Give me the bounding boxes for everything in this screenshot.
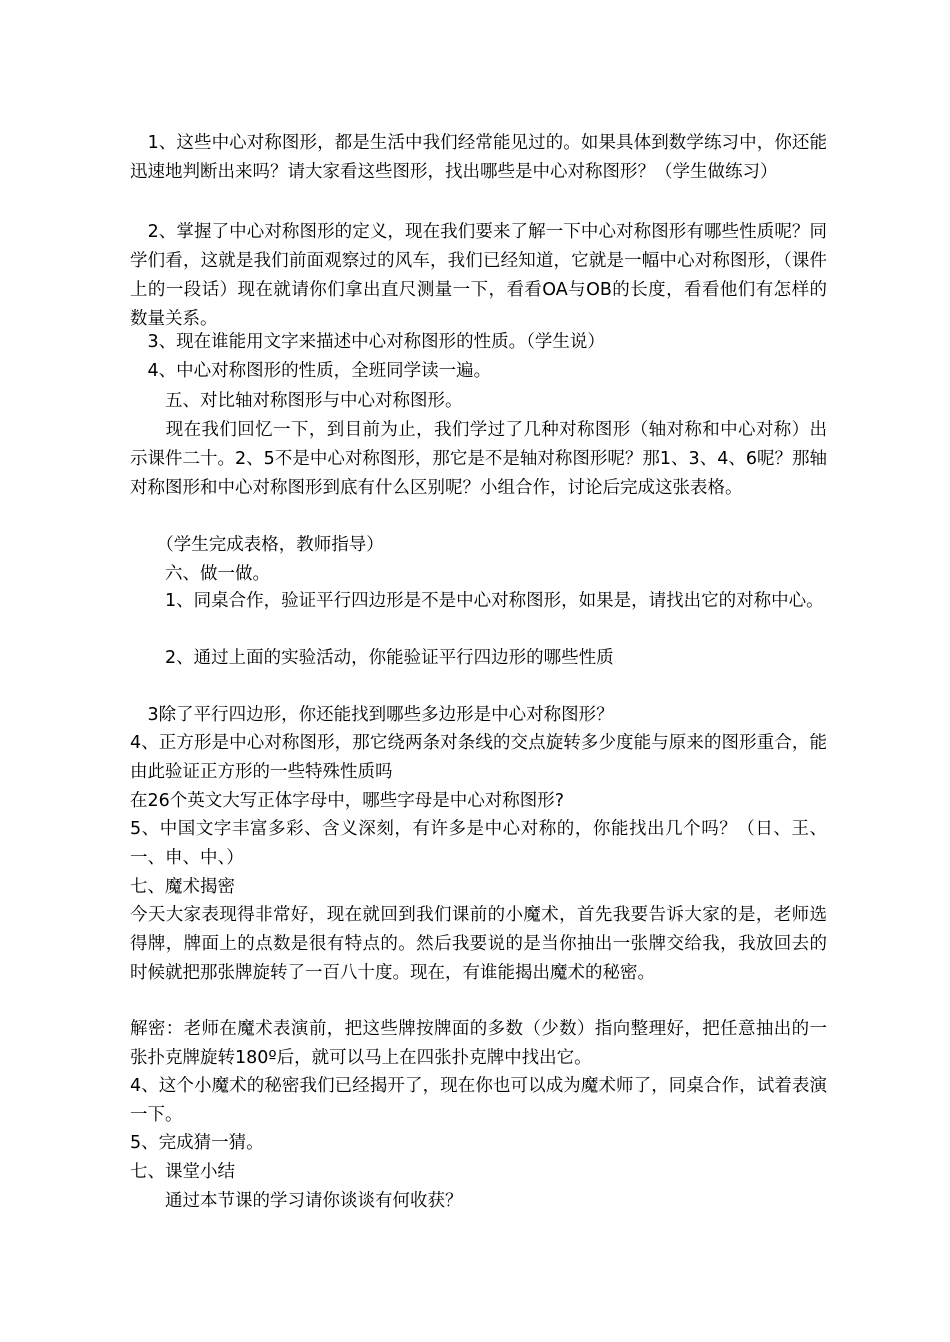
section-heading-6: 六、做一做。 [130,564,270,584]
paragraph-18: 4、这个小魔术的秘密我们已经揭开了，现在你也可以成为魔术师了，同桌合作，试着表演一下。 [130,1076,827,1125]
paragraph-13: 在26个英文大写正体字母中，哪些字母是中心对称图形? [130,791,565,811]
paragraph-21: 通过本节课的学习请你谈谈有何收获？ [130,1191,463,1211]
paragraph-16: 今天大家表现得非常好，现在就回到我们课前的小魔术，首先我要告诉大家的是，老师选得牌，牌面上的点数是很有特点的。然后我要说的是当你抽出一张牌交给我，我放回去的时候就把那张牌旋转了一百八十度。现在，有谁能揭出魔术的秘密。 [130,905,827,983]
paragraph-11: 3除了平行四边形，你还能找到哪些多边形是中心对称图形？ [130,705,614,725]
paragraph-6: 现在我们回忆一下，到目前为止，我们学过了几种对称图形（轴对称和中心对称）出示课件二十。2、5不是中心对称图形，那它是不是轴对称图形呢？那1、3、4、6呢？那轴对称图形和中心对称图形到底有什么区别呢？小组合作，讨论后完成这张表格。 [130,420,827,498]
section-heading-5: 五、对比轴对称图形与中心对称图形。 [130,391,463,411]
paragraph-4: 4、中心对称图形的性质，全班同学读一遍。 [130,361,492,381]
paragraph-10: 2、通过上面的实验活动，你能验证平行四边形的哪些性质 [130,648,614,668]
paragraph-19: 5、完成猜一猜。 [130,1133,264,1153]
paragraph-14: 5、中国文字丰富多彩、含义深刻，有许多是中心对称的，你能找出几个吗？（日、王、一、申、中、） [130,819,827,868]
paragraph-9: 1、同桌合作，验证平行四边形是不是中心对称图形，如果是，请找出它的对称中心。 [130,591,824,611]
section-heading-7a: 七、魔术揭密 [130,877,235,897]
paragraph-3: 3、现在谁能用文字来描述中心对称图形的性质。（学生说） [130,332,605,352]
paragraph-1: 1、这些中心对称图形，都是生活中我们经常能见过的。如果具体到数学练习中，你还能迅速地判断出来吗？请大家看这些图形，找出哪些是中心对称图形？（学生做练习） [130,133,827,182]
paragraph-17: 解密：老师在魔术表演前，把这些牌按牌面的多数（少数）指向整理好，把任意抽出的一张扑克牌旋转180º后，就可以马上在四张扑克牌中找出它。 [130,1019,827,1068]
paragraph-12: 4、正方形是中心对称图形，那它绕两条对条线的交点旋转多少度能与原来的图形重合，能由此验证正方形的一些特殊性质吗 [130,733,827,782]
paragraph-2: 2、掌握了中心对称图形的定义，现在我们要来了解一下中心对称图形有哪些性质呢？同学们看，这就是我们前面观察过的风车，我们已经知道，它就是一幅中心对称图形，（课件上的一段话）现在就请你们拿出直尺测量一下，看看OA与OB的长度，看看他们有怎样的数量关系。 [130,222,827,329]
paragraph-7: （学生完成表格，教师指导） [130,535,384,555]
section-heading-7b: 七、课堂小结 [130,1162,235,1182]
